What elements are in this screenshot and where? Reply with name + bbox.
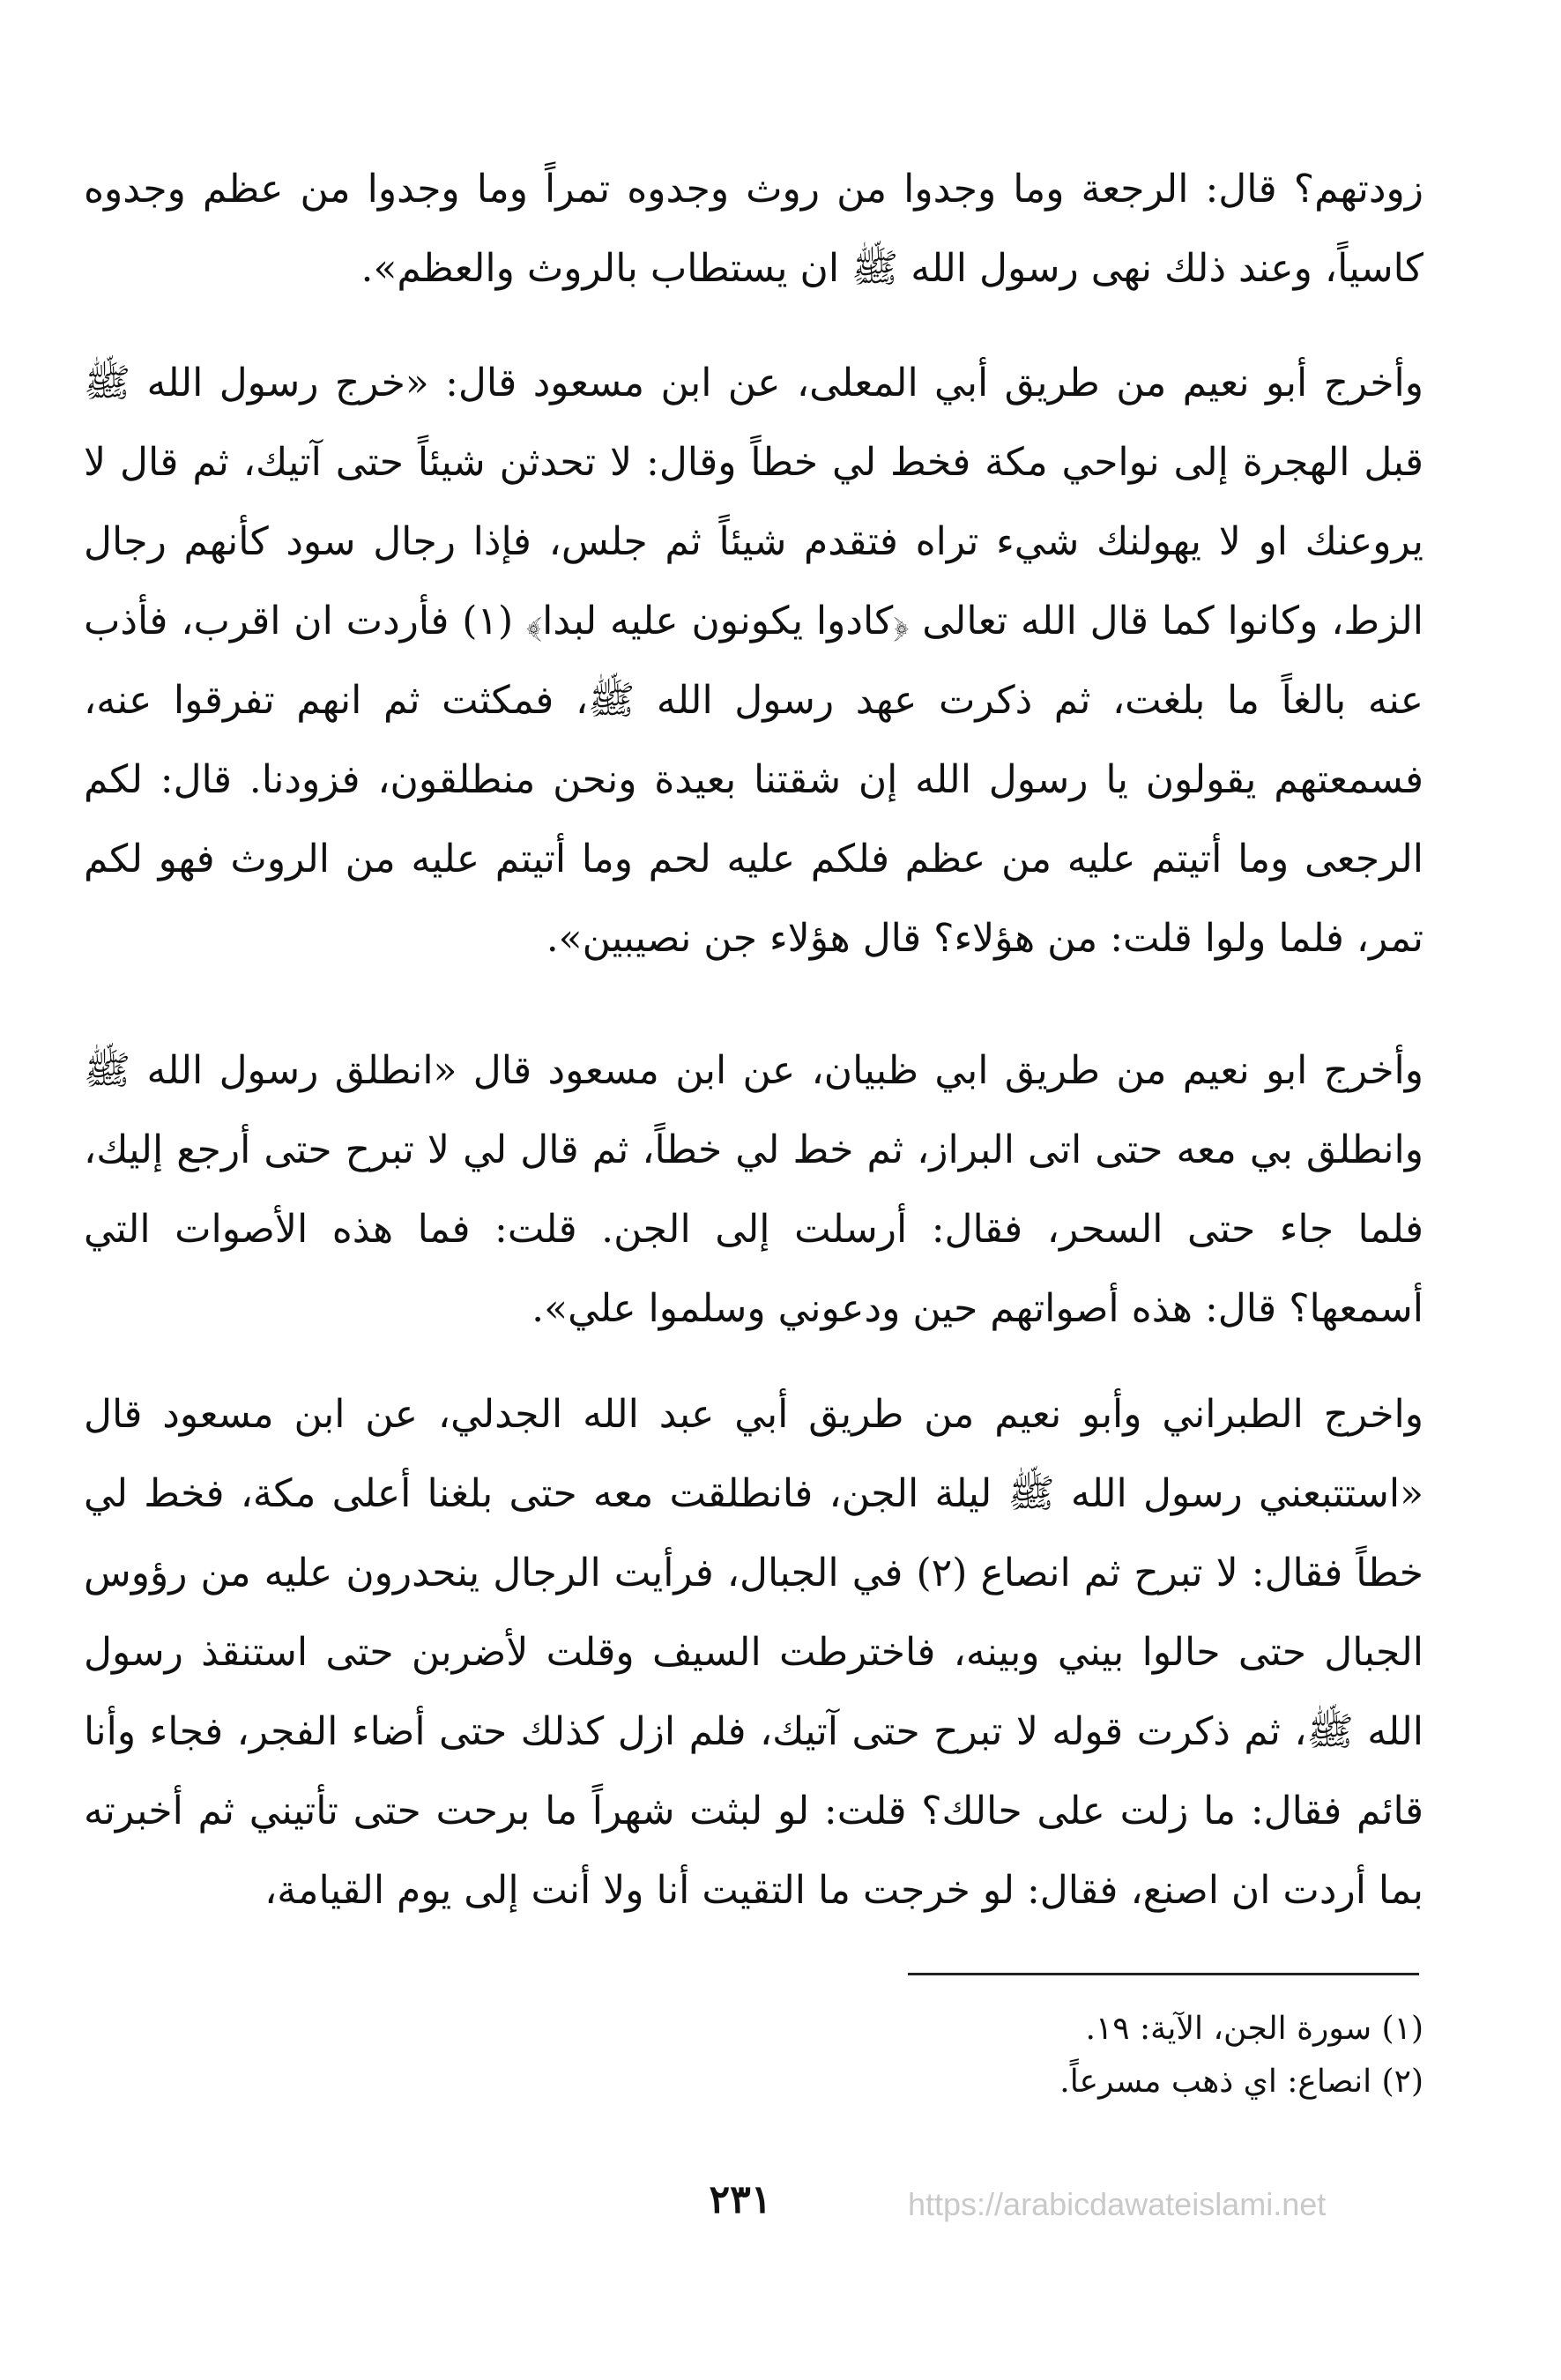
watermark-url: https://arabicdawateislami.net: [908, 2186, 1327, 2222]
footnote-2: (٢) انصاع: اي ذهب مسرعاً.: [1059, 2064, 1423, 2100]
paragraph-4: واخرج الطبراني وأبو نعيم من طريق أبي عبد الله الجدلي، عن ابن مسعود قال «استتبعني رسول الله ﷺ ليلة الجن، فانطلقت معه حتى بلغنا أعلى مكة، فخط لي خطاً فقال: لا تبرح ثم انصاع (٢) في الجبال، فرأيت الرجال ينحدرون عليه من رؤوس الجبال حتى حالوا بيني وبينه، فاخترطت السيف وقلت لأضربن حتى استنقذ رسول الله ﷺ، ثم ذكرت قوله لا تبرح حتى آتيك، فلم ازل كذلك حتى أضاء الفجر، فجاء وأنا قائم فقال: ما زلت على حالك؟ قلت: لو لبثت شهراً ما برحت حتى تأتيني ثم أخبرته بما أردت ان اصنع، فقال: لو خرجت ما التقيت أنا ولا أنت إلى يوم القيامة،: [84, 1392, 1424, 1913]
footnote-divider: [908, 1973, 1419, 1975]
page-number: ٢٣١: [709, 2177, 772, 2222]
footnote-1: (١) سورة الجن، الآية: ١٩.: [1085, 2011, 1423, 2047]
footnotes: [84, 2003, 1423, 2109]
paragraph-3: وأخرج ابو نعيم من طريق ابي ظبيان، عن ابن مسعود قال «انطلق رسول الله ﷺ وانطلق بي معه حتى اتى البراز، ثم خط لي خطاً، ثم قال لي لا تبرح حتى أرجع إليك، فلما جاء حتى السحر، فقال: أرسلت إلى الجن. قلت: فما هذه الأصوات التي أسمعها؟ قال: هذه أصواتهم حين ودعوني وسلموا علي».: [84, 1048, 1423, 1331]
paragraph-1: زودتهم؟ قال: الرجعة وما وجدوا من روث وجدوه تمراً وما وجدوا من عظم وجدوه كاسياً، وعند ذلك نهى رسول الله ﷺ ان يستطاب بالروث والعظم».: [84, 167, 1423, 291]
paragraph-2: وأخرج أبو نعيم من طريق أبي المعلى، عن ابن مسعود قال: «خرج رسول الله ﷺ قبل الهجرة إلى نواحي مكة فخط لي خطاً وقال: لا تحدثن شيئاً حتى آتيك، ثم قال لا يروعنك او لا يهولنك شيء تراه فتقدم شيئاً ثم جلس، فإذا رجال سود كأنهم رجال الزط، وكانوا كما قال الله تعالى ﴿كادوا يكونون عليه لبدا﴾ (١) فأردت ان اقرب، فأذب عنه بالغاً ما بلغت، ثم ذكرت عهد رسول الله ﷺ، فمكثت ثم انهم تفرقوا عنه، فسمعتهم يقولون يا رسول الله إن شقتنا بعيدة ونحن منطلقون، فزودنا. قال: لكم الرجعى وما أتيتم عليه من عظم فلكم عليه لحم وما أتيتم عليه من الروث فهو لكم تمر، فلما ولوا قلت: من هؤلاء؟ قال هؤلاء جن نصيبين».: [84, 361, 1424, 961]
